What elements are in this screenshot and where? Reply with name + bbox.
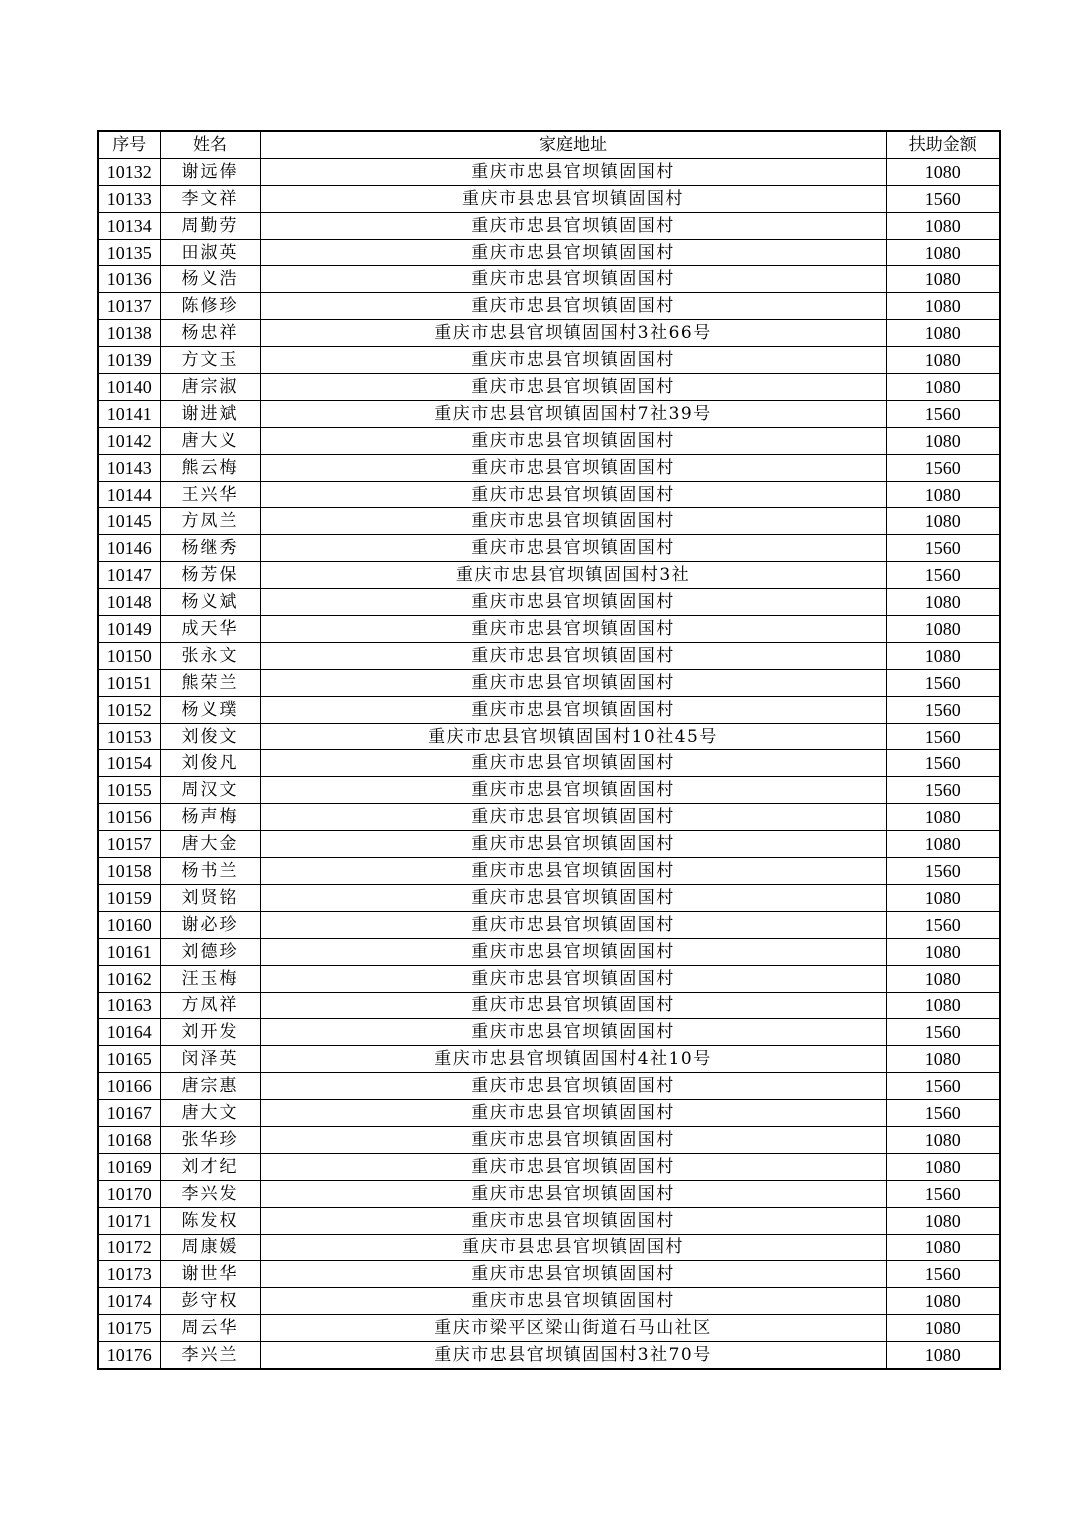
cell-name: 杨继秀 [160,535,260,562]
cell-subsidy-amount: 1560 [886,696,1000,723]
cell-home-address: 重庆市忠县官坝镇固国村 [260,589,886,616]
cell-home-address: 重庆市忠县官坝镇固国村 [260,1126,886,1153]
cell-serial-number: 10144 [98,481,160,508]
cell-name: 张华珍 [160,1126,260,1153]
cell-subsidy-amount: 1080 [886,212,1000,239]
cell-serial-number: 10157 [98,831,160,858]
table-row [98,1288,1000,1315]
table-row [98,535,1000,562]
cell-name: 唐大义 [160,427,260,454]
cell-home-address: 重庆市梁平区梁山街道石马山社区 [260,1315,886,1342]
table-row [98,1180,1000,1207]
table-row [98,938,1000,965]
cell-home-address: 重庆市忠县官坝镇固国村 [260,481,886,508]
cell-subsidy-amount: 1080 [886,1234,1000,1261]
cell-subsidy-amount: 1080 [886,992,1000,1019]
cell-subsidy-amount: 1080 [886,266,1000,293]
cell-home-address: 重庆市忠县官坝镇固国村 [260,212,886,239]
cell-name: 谢进斌 [160,400,260,427]
cell-name: 周云华 [160,1315,260,1342]
table-body [98,158,1000,1369]
table-row [98,1019,1000,1046]
cell-serial-number: 10152 [98,696,160,723]
table-row [98,347,1000,374]
cell-serial-number: 10145 [98,508,160,535]
table-row [98,374,1000,401]
cell-subsidy-amount: 1560 [886,1073,1000,1100]
cell-home-address: 重庆市忠县官坝镇固国村3社 [260,562,886,589]
cell-subsidy-amount: 1080 [886,1126,1000,1153]
cell-name: 刘开发 [160,1019,260,1046]
header-subsidy-amount: 扶助金额 [886,131,1000,158]
table-row [98,642,1000,669]
table-row [98,1046,1000,1073]
cell-home-address: 重庆市忠县官坝镇固国村 [260,374,886,401]
cell-home-address: 重庆市忠县官坝镇固国村 [260,777,886,804]
cell-serial-number: 10138 [98,320,160,347]
cell-subsidy-amount: 1080 [886,1288,1000,1315]
cell-subsidy-amount: 1080 [886,374,1000,401]
table-row [98,777,1000,804]
cell-home-address: 重庆市忠县官坝镇固国村 [260,669,886,696]
cell-serial-number: 10163 [98,992,160,1019]
cell-serial-number: 10153 [98,723,160,750]
table-row [98,158,1000,185]
cell-home-address: 重庆市忠县官坝镇固国村 [260,992,886,1019]
cell-name: 杨声梅 [160,804,260,831]
cell-home-address: 重庆市忠县官坝镇固国村 [260,1288,886,1315]
cell-subsidy-amount: 1560 [886,1100,1000,1127]
cell-home-address: 重庆市忠县官坝镇固国村 [260,535,886,562]
cell-serial-number: 10137 [98,293,160,320]
cell-home-address: 重庆市忠县官坝镇固国村 [260,158,886,185]
cell-name: 李兴兰 [160,1342,260,1369]
table-row [98,1126,1000,1153]
table-row [98,965,1000,992]
cell-home-address: 重庆市忠县官坝镇固国村 [260,1261,886,1288]
cell-home-address: 重庆市忠县官坝镇固国村 [260,884,886,911]
table-row [98,669,1000,696]
cell-home-address: 重庆市忠县官坝镇固国村 [260,831,886,858]
header-serial-number: 序号 [98,131,160,158]
cell-serial-number: 10142 [98,427,160,454]
cell-serial-number: 10169 [98,1153,160,1180]
cell-serial-number: 10158 [98,858,160,885]
table-row [98,1342,1000,1369]
cell-name: 熊云梅 [160,454,260,481]
cell-name: 唐大金 [160,831,260,858]
cell-serial-number: 10143 [98,454,160,481]
cell-home-address: 重庆市忠县官坝镇固国村 [260,1019,886,1046]
cell-serial-number: 10160 [98,911,160,938]
table-row [98,266,1000,293]
table-row [98,562,1000,589]
table-row [98,858,1000,885]
header-name: 姓名 [160,131,260,158]
subsidy-table-container [97,130,999,1370]
cell-name: 杨书兰 [160,858,260,885]
cell-serial-number: 10167 [98,1100,160,1127]
cell-name: 方凤祥 [160,992,260,1019]
cell-home-address: 重庆市忠县官坝镇固国村 [260,696,886,723]
table-row [98,454,1000,481]
table-row [98,723,1000,750]
cell-subsidy-amount: 1080 [886,1342,1000,1369]
table-row [98,696,1000,723]
cell-name: 周康媛 [160,1234,260,1261]
cell-home-address: 重庆市县忠县官坝镇固国村 [260,185,886,212]
cell-name: 谢必珍 [160,911,260,938]
cell-subsidy-amount: 1080 [886,804,1000,831]
cell-name: 杨芳保 [160,562,260,589]
cell-subsidy-amount: 1560 [886,723,1000,750]
cell-serial-number: 10150 [98,642,160,669]
cell-home-address: 重庆市忠县官坝镇固国村 [260,454,886,481]
cell-name: 熊荣兰 [160,669,260,696]
cell-name: 成天华 [160,616,260,643]
cell-name: 杨忠祥 [160,320,260,347]
cell-home-address: 重庆市忠县官坝镇固国村 [260,427,886,454]
cell-subsidy-amount: 1080 [886,616,1000,643]
cell-home-address: 重庆市忠县官坝镇固国村7社39号 [260,400,886,427]
cell-name: 唐宗淑 [160,374,260,401]
cell-serial-number: 10132 [98,158,160,185]
cell-serial-number: 10135 [98,239,160,266]
cell-name: 周勤劳 [160,212,260,239]
cell-home-address: 重庆市忠县官坝镇固国村 [260,508,886,535]
cell-serial-number: 10175 [98,1315,160,1342]
cell-home-address: 重庆市忠县官坝镇固国村 [260,965,886,992]
cell-name: 彭守权 [160,1288,260,1315]
cell-subsidy-amount: 1560 [886,750,1000,777]
cell-name: 唐大文 [160,1100,260,1127]
cell-home-address: 重庆市忠县官坝镇固国村4社10号 [260,1046,886,1073]
cell-home-address: 重庆市忠县官坝镇固国村10社45号 [260,723,886,750]
cell-subsidy-amount: 1080 [886,158,1000,185]
cell-home-address: 重庆市忠县官坝镇固国村 [260,858,886,885]
cell-home-address: 重庆市忠县官坝镇固国村 [260,1153,886,1180]
cell-name: 杨义浩 [160,266,260,293]
cell-subsidy-amount: 1560 [886,400,1000,427]
cell-subsidy-amount: 1080 [886,347,1000,374]
cell-serial-number: 10174 [98,1288,160,1315]
cell-name: 刘才纪 [160,1153,260,1180]
cell-serial-number: 10156 [98,804,160,831]
cell-serial-number: 10166 [98,1073,160,1100]
cell-name: 李文祥 [160,185,260,212]
cell-subsidy-amount: 1080 [886,589,1000,616]
cell-name: 刘贤铭 [160,884,260,911]
cell-serial-number: 10171 [98,1207,160,1234]
cell-home-address: 重庆市忠县官坝镇固国村 [260,642,886,669]
cell-name: 唐宗惠 [160,1073,260,1100]
table-row [98,804,1000,831]
cell-serial-number: 10154 [98,750,160,777]
cell-name: 方文玉 [160,347,260,374]
table-row [98,185,1000,212]
cell-serial-number: 10136 [98,266,160,293]
cell-serial-number: 10151 [98,669,160,696]
cell-name: 田淑英 [160,239,260,266]
table-row [98,1100,1000,1127]
cell-serial-number: 10162 [98,965,160,992]
cell-name: 谢世华 [160,1261,260,1288]
cell-home-address: 重庆市忠县官坝镇固国村 [260,1100,886,1127]
cell-name: 王兴华 [160,481,260,508]
cell-subsidy-amount: 1080 [886,1153,1000,1180]
cell-name: 周汉文 [160,777,260,804]
cell-home-address: 重庆市忠县官坝镇固国村 [260,750,886,777]
cell-serial-number: 10148 [98,589,160,616]
cell-subsidy-amount: 1080 [886,1315,1000,1342]
cell-serial-number: 10155 [98,777,160,804]
cell-subsidy-amount: 1080 [886,320,1000,347]
cell-name: 杨义斌 [160,589,260,616]
cell-serial-number: 10165 [98,1046,160,1073]
table-row [98,400,1000,427]
cell-home-address: 重庆市忠县官坝镇固国村 [260,616,886,643]
table-row [98,1234,1000,1261]
table-row [98,320,1000,347]
cell-serial-number: 10164 [98,1019,160,1046]
cell-home-address: 重庆市忠县官坝镇固国村 [260,266,886,293]
table-row [98,992,1000,1019]
table-row [98,911,1000,938]
cell-name: 刘德珍 [160,938,260,965]
cell-subsidy-amount: 1080 [886,1207,1000,1234]
cell-serial-number: 10133 [98,185,160,212]
cell-subsidy-amount: 1080 [886,831,1000,858]
cell-serial-number: 10149 [98,616,160,643]
cell-subsidy-amount: 1080 [886,1046,1000,1073]
cell-home-address: 重庆市忠县官坝镇固国村 [260,347,886,374]
cell-name: 陈发权 [160,1207,260,1234]
cell-subsidy-amount: 1080 [886,884,1000,911]
cell-name: 谢远俸 [160,158,260,185]
cell-subsidy-amount: 1560 [886,911,1000,938]
cell-subsidy-amount: 1080 [886,642,1000,669]
cell-home-address: 重庆市忠县官坝镇固国村 [260,804,886,831]
cell-subsidy-amount: 1080 [886,427,1000,454]
cell-home-address: 重庆市忠县官坝镇固国村 [260,293,886,320]
cell-serial-number: 10173 [98,1261,160,1288]
cell-subsidy-amount: 1080 [886,965,1000,992]
cell-serial-number: 10172 [98,1234,160,1261]
header-home-address: 家庭地址 [260,131,886,158]
cell-serial-number: 10140 [98,374,160,401]
table-row [98,831,1000,858]
cell-subsidy-amount: 1080 [886,293,1000,320]
cell-serial-number: 10147 [98,562,160,589]
cell-subsidy-amount: 1080 [886,508,1000,535]
cell-serial-number: 10141 [98,400,160,427]
cell-name: 刘俊文 [160,723,260,750]
cell-serial-number: 10161 [98,938,160,965]
cell-name: 陈修珍 [160,293,260,320]
cell-home-address: 重庆市忠县官坝镇固国村 [260,938,886,965]
cell-serial-number: 10139 [98,347,160,374]
cell-name: 杨义璞 [160,696,260,723]
cell-serial-number: 10134 [98,212,160,239]
cell-subsidy-amount: 1560 [886,1261,1000,1288]
cell-subsidy-amount: 1560 [886,669,1000,696]
cell-name: 汪玉梅 [160,965,260,992]
table-row [98,1073,1000,1100]
cell-home-address: 重庆市忠县官坝镇固国村 [260,1073,886,1100]
cell-subsidy-amount: 1560 [886,562,1000,589]
cell-name: 刘俊凡 [160,750,260,777]
cell-subsidy-amount: 1080 [886,481,1000,508]
cell-name: 方凤兰 [160,508,260,535]
table-row [98,1261,1000,1288]
cell-serial-number: 10146 [98,535,160,562]
cell-subsidy-amount: 1560 [886,1180,1000,1207]
table-row [98,589,1000,616]
cell-subsidy-amount: 1560 [886,454,1000,481]
cell-home-address: 重庆市忠县官坝镇固国村 [260,911,886,938]
cell-home-address: 重庆市忠县官坝镇固国村3社66号 [260,320,886,347]
cell-home-address: 重庆市县忠县官坝镇固国村 [260,1234,886,1261]
table-row [98,508,1000,535]
table-row [98,616,1000,643]
table-row [98,212,1000,239]
table-row [98,1315,1000,1342]
cell-subsidy-amount: 1560 [886,858,1000,885]
cell-home-address: 重庆市忠县官坝镇固国村 [260,1180,886,1207]
cell-serial-number: 10176 [98,1342,160,1369]
cell-subsidy-amount: 1560 [886,1019,1000,1046]
cell-serial-number: 10168 [98,1126,160,1153]
table-row [98,750,1000,777]
table-row [98,427,1000,454]
cell-name: 闵泽英 [160,1046,260,1073]
table-row [98,293,1000,320]
table-row [98,1207,1000,1234]
cell-subsidy-amount: 1560 [886,185,1000,212]
cell-serial-number: 10170 [98,1180,160,1207]
cell-subsidy-amount: 1560 [886,535,1000,562]
cell-name: 张永文 [160,642,260,669]
cell-subsidy-amount: 1080 [886,938,1000,965]
table-row [98,481,1000,508]
cell-subsidy-amount: 1560 [886,777,1000,804]
cell-subsidy-amount: 1080 [886,239,1000,266]
cell-home-address: 重庆市忠县官坝镇固国村 [260,239,886,266]
cell-home-address: 重庆市忠县官坝镇固国村 [260,1207,886,1234]
cell-serial-number: 10159 [98,884,160,911]
cell-home-address: 重庆市忠县官坝镇固国村3社70号 [260,1342,886,1369]
table-header-row [98,131,1000,158]
table-row [98,1153,1000,1180]
cell-name: 李兴发 [160,1180,260,1207]
table-row [98,884,1000,911]
subsidy-table [97,130,1001,1370]
table-row [98,239,1000,266]
